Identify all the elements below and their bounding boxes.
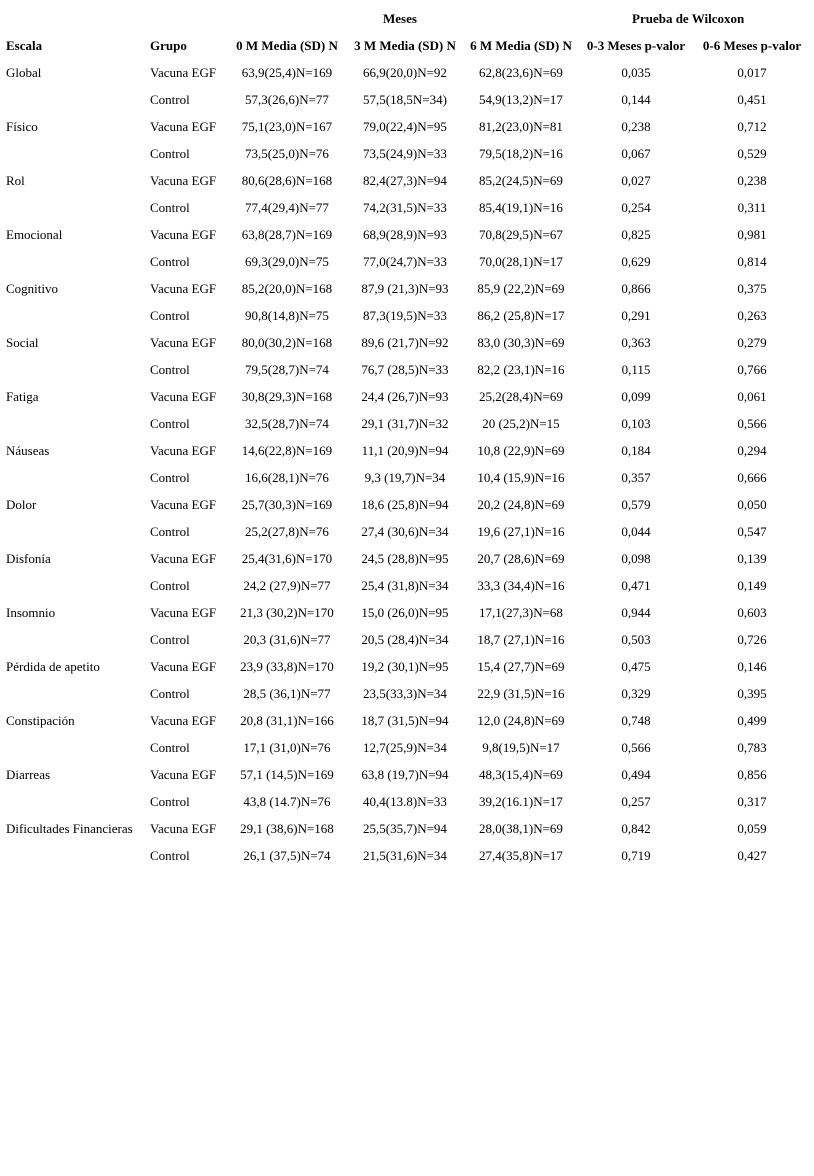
cell-6m: 25,2(28,4)N=69: [479, 389, 563, 404]
cell-3m: 25,5(35,7)N=94: [363, 821, 447, 836]
cell-p-0-3: 0,494: [621, 767, 651, 782]
table-row: [6, 59, 810, 86]
table-row: [6, 842, 810, 869]
cell-0m: 21,3 (30,2)N=170: [240, 605, 334, 620]
cell-3m: 40,4(13.8)N=33: [363, 794, 447, 809]
cell-p-0-3: 0,257: [621, 794, 651, 809]
table-row: [6, 329, 810, 356]
cell-grupo: Control: [150, 254, 190, 269]
col-header-grupo: Grupo: [150, 38, 187, 53]
cell-p-0-6: 0,017: [737, 65, 767, 80]
cell-p-0-3: 0,566: [621, 740, 651, 755]
col-header-3m: 3 M Media (SD) N: [354, 38, 456, 53]
cell-p-0-3: 0,748: [621, 713, 651, 728]
cell-6m: 9,8(19,5)N=17: [482, 740, 560, 755]
cell-p-0-6: 0,375: [737, 281, 767, 296]
cell-p-0-6: 0,566: [737, 416, 767, 431]
cell-3m: 27,4 (30,6)N=34: [361, 524, 449, 539]
table-row: [6, 194, 810, 221]
cell-grupo: Vacuna EGF: [150, 767, 217, 782]
cell-6m: 62,8(23,6)N=69: [479, 65, 563, 80]
table-row: [6, 491, 810, 518]
cell-grupo: Control: [150, 578, 190, 593]
cell-escala: [6, 680, 150, 707]
cell-p-0-6: 0,050: [737, 497, 767, 512]
cell-0m: 25,2(27,8)N=76: [245, 524, 329, 539]
cell-p-0-6: 0,783: [737, 740, 767, 755]
table-row: [6, 545, 810, 572]
cell-6m: 39,2(16.1)N=17: [479, 794, 563, 809]
cell-3m: 12,7(25,9)N=34: [363, 740, 447, 755]
cell-grupo: Control: [150, 740, 190, 755]
cell-escala: [6, 356, 150, 383]
cell-escala: [6, 302, 150, 329]
cell-p-0-6: 0,712: [737, 119, 767, 134]
cell-0m: 30,8(29,3)N=168: [241, 389, 333, 404]
cell-grupo: Vacuna EGF: [150, 389, 217, 404]
cell-escala: [6, 788, 150, 815]
cell-p-0-6: 0,059: [737, 821, 767, 836]
cell-escala: [6, 734, 150, 761]
cell-0m: 20,8 (31,1)N=166: [240, 713, 334, 728]
results-table: [6, 32, 810, 869]
cell-3m: 89,6 (21,7)N=92: [361, 335, 449, 350]
cell-0m: 26,1 (37,5)N=74: [243, 848, 331, 863]
cell-grupo: Vacuna EGF: [150, 281, 217, 296]
cell-3m: 18,7 (31,5)N=94: [361, 713, 449, 728]
col-header-p-0-6: 0-6 Meses p-valor: [702, 38, 802, 53]
table-row: [6, 626, 810, 653]
cell-p-0-3: 0,471: [621, 578, 651, 593]
cell-6m: 54,9(13,2)N=17: [479, 92, 563, 107]
cell-p-0-6: 0,856: [737, 767, 767, 782]
cell-3m: 18,6 (25,8)N=94: [361, 497, 449, 512]
cell-escala: [6, 464, 150, 491]
cell-3m: 24,4 (26,7)N=93: [361, 389, 449, 404]
cell-0m: 43,8 (14.7)N=76: [243, 794, 331, 809]
cell-0m: 75,1(23,0)N=167: [241, 119, 333, 134]
cell-escala: Global: [6, 65, 42, 80]
cell-0m: 24,2 (27,9)N=77: [243, 578, 331, 593]
table-row: [6, 275, 810, 302]
cell-p-0-3: 0,099: [621, 389, 651, 404]
cell-6m: 85,2(24,5)N=69: [479, 173, 563, 188]
cell-escala: [6, 86, 150, 113]
cell-p-0-3: 0,098: [621, 551, 651, 566]
cell-escala: Diarreas: [6, 767, 51, 782]
table-row: [6, 383, 810, 410]
cell-p-0-6: 0,427: [737, 848, 767, 863]
cell-6m: 20,2 (24,8)N=69: [477, 497, 565, 512]
table-row: [6, 761, 810, 788]
cell-grupo: Control: [150, 362, 190, 377]
cell-p-0-6: 0,547: [737, 524, 767, 539]
cell-3m: 11,1 (20,9)N=94: [361, 443, 449, 458]
table-body: [6, 59, 810, 869]
table-row: [6, 410, 810, 437]
cell-3m: 73,5(24,9)N=33: [363, 146, 447, 161]
cell-p-0-3: 0,866: [621, 281, 651, 296]
cell-3m: 87,9 (21,3)N=93: [361, 281, 449, 296]
cell-escala: Emocional: [6, 227, 63, 242]
cell-escala: Fatiga: [6, 389, 39, 404]
table-row: [6, 734, 810, 761]
cell-escala: Cognitivo: [6, 281, 59, 296]
cell-3m: 76,7 (28,5)N=33: [361, 362, 449, 377]
cell-p-0-3: 0,579: [621, 497, 651, 512]
cell-p-0-6: 0,529: [737, 146, 767, 161]
cell-p-0-3: 0,719: [621, 848, 651, 863]
cell-grupo: Control: [150, 632, 190, 647]
cell-3m: 77,0(24,7)N=33: [363, 254, 447, 269]
col-header-0m: 0 M Media (SD) N: [236, 38, 338, 53]
cell-escala: Físico: [6, 119, 38, 134]
cell-6m: 79,5(18,2)N=16: [479, 146, 563, 161]
cell-escala: Pérdida de apetito: [6, 659, 100, 674]
cell-p-0-6: 0,279: [737, 335, 767, 350]
cell-p-0-3: 0,291: [621, 308, 651, 323]
wilcoxon-group-header: Prueba de Wilcoxon: [632, 11, 745, 26]
cell-escala: [6, 410, 150, 437]
cell-p-0-3: 0,825: [621, 227, 651, 242]
cell-0m: 79,5(28,7)N=74: [245, 362, 329, 377]
cell-p-0-3: 0,842: [621, 821, 651, 836]
cell-p-0-3: 0,115: [621, 362, 651, 377]
cell-grupo: Control: [150, 416, 190, 431]
cell-escala: [6, 194, 150, 221]
cell-grupo: Vacuna EGF: [150, 335, 217, 350]
cell-0m: 77,4(29,4)N=77: [245, 200, 329, 215]
cell-0m: 90,8(14,8)N=75: [245, 308, 329, 323]
cell-6m: 10,4 (15,9)N=16: [477, 470, 565, 485]
table-row: [6, 113, 810, 140]
cell-p-0-6: 0,294: [737, 443, 767, 458]
table-row: [6, 248, 810, 275]
cell-3m: 63,8 (19,7)N=94: [361, 767, 449, 782]
cell-p-0-3: 0,363: [621, 335, 651, 350]
cell-escala: Constipación: [6, 713, 75, 728]
cell-0m: 29,1 (38,6)N=168: [240, 821, 334, 836]
cell-p-0-6: 0,395: [737, 686, 767, 701]
cell-escala: Náuseas: [6, 443, 50, 458]
cell-0m: 63,8(28,7)N=169: [241, 227, 333, 242]
cell-6m: 28,0(38,1)N=69: [479, 821, 563, 836]
cell-0m: 57,1 (14,5)N=169: [240, 767, 334, 782]
cell-0m: 63,9(25,4)N=169: [241, 65, 333, 80]
meses-group-header: Meses: [383, 11, 417, 26]
table-row: [6, 464, 810, 491]
table-row: [6, 653, 810, 680]
cell-grupo: Vacuna EGF: [150, 227, 217, 242]
cell-3m: 23,5(33,3)N=34: [363, 686, 447, 701]
cell-0m: 17,1 (31,0)N=76: [243, 740, 331, 755]
cell-p-0-3: 0,944: [621, 605, 651, 620]
cell-6m: 18,7 (27,1)N=16: [477, 632, 565, 647]
table-row: [6, 680, 810, 707]
cell-p-0-6: 0,726: [737, 632, 767, 647]
cell-3m: 87,3(19,5)N=33: [363, 308, 447, 323]
cell-p-0-3: 0,067: [621, 146, 651, 161]
cell-0m: 80,0(30,2)N=168: [241, 335, 333, 350]
col-header-6m: 6 M Media (SD) N: [470, 38, 572, 53]
cell-6m: 27,4(35,8)N=17: [479, 848, 563, 863]
cell-escala: Rol: [6, 173, 25, 188]
cell-3m: 20,5 (28,4)N=34: [361, 632, 449, 647]
cell-6m: 12,0 (24,8)N=69: [477, 713, 565, 728]
table-row: [6, 599, 810, 626]
cell-grupo: Control: [150, 794, 190, 809]
cell-p-0-6: 0,139: [737, 551, 767, 566]
cell-p-0-6: 0,766: [737, 362, 767, 377]
table-row: [6, 572, 810, 599]
cell-p-0-3: 0,475: [621, 659, 651, 674]
cell-3m: 79,0(22,4)N=95: [363, 119, 447, 134]
cell-escala: Disfonía: [6, 551, 51, 566]
cell-6m: 17,1(27,3)N=68: [479, 605, 563, 620]
table-row: [6, 815, 810, 842]
cell-p-0-3: 0,357: [621, 470, 651, 485]
cell-escala: Dolor: [6, 497, 37, 512]
cell-grupo: Control: [150, 470, 190, 485]
cell-6m: 22,9 (31,5)N=16: [477, 686, 565, 701]
cell-p-0-6: 0,666: [737, 470, 767, 485]
cell-0m: 25,4(31,6)N=170: [241, 551, 333, 566]
cell-grupo: Control: [150, 146, 190, 161]
cell-6m: 70,8(29,5)N=67: [479, 227, 563, 242]
cell-p-0-3: 0,503: [621, 632, 651, 647]
cell-0m: 32,5(28,7)N=74: [245, 416, 329, 431]
cell-escala: [6, 518, 150, 545]
cell-escala: Dificultades Financieras: [6, 821, 133, 836]
cell-0m: 73,5(25,0)N=76: [245, 146, 329, 161]
cell-3m: 57,5(18,5N=34): [363, 92, 447, 107]
cell-p-0-6: 0,146: [737, 659, 767, 674]
table-header: [6, 32, 810, 59]
table-row: [6, 788, 810, 815]
cell-grupo: Control: [150, 686, 190, 701]
cell-grupo: Control: [150, 200, 190, 215]
cell-0m: 23,9 (33,8)N=170: [240, 659, 334, 674]
cell-6m: 10,8 (22,9)N=69: [477, 443, 565, 458]
table-row: [6, 302, 810, 329]
cell-p-0-6: 0,451: [737, 92, 767, 107]
cell-grupo: Vacuna EGF: [150, 821, 217, 836]
cell-p-0-3: 0,184: [621, 443, 651, 458]
cell-p-0-6: 0,981: [737, 227, 767, 242]
cell-escala: [6, 626, 150, 653]
cell-0m: 25,7(30,3)N=169: [241, 497, 333, 512]
cell-6m: 15,4 (27,7)N=69: [477, 659, 565, 674]
cell-escala: Insomnio: [6, 605, 56, 620]
cell-p-0-3: 0,144: [621, 92, 651, 107]
cell-6m: 20 (25,2)N=15: [482, 416, 560, 431]
cell-p-0-6: 0,238: [737, 173, 767, 188]
cell-p-0-6: 0,317: [737, 794, 767, 809]
cell-grupo: Control: [150, 848, 190, 863]
cell-3m: 21,5(31,6)N=34: [363, 848, 447, 863]
cell-escala: [6, 572, 150, 599]
cell-grupo: Vacuna EGF: [150, 605, 217, 620]
cell-p-0-3: 0,103: [621, 416, 651, 431]
cell-grupo: Vacuna EGF: [150, 443, 217, 458]
cell-3m: 15,0 (26,0)N=95: [361, 605, 449, 620]
cell-grupo: Vacuna EGF: [150, 713, 217, 728]
cell-p-0-3: 0,035: [621, 65, 651, 80]
cell-escala: [6, 842, 150, 869]
cell-6m: 33,3 (34,4)N=16: [477, 578, 565, 593]
cell-6m: 48,3(15,4)N=69: [479, 767, 563, 782]
table-row: [6, 437, 810, 464]
cell-escala: Social: [6, 335, 39, 350]
cell-p-0-6: 0,814: [737, 254, 767, 269]
cell-0m: 85,2(20,0)N=168: [241, 281, 333, 296]
cell-3m: 19,2 (30,1)N=95: [361, 659, 449, 674]
cell-3m: 68,9(28,9)N=93: [363, 227, 447, 242]
cell-3m: 66,9(20,0)N=92: [363, 65, 447, 80]
cell-6m: 85,4(19,1)N=16: [479, 200, 563, 215]
cell-p-0-3: 0,254: [621, 200, 651, 215]
cell-p-0-3: 0,044: [621, 524, 651, 539]
table-row: [6, 221, 810, 248]
cell-6m: 82,2 (23,1)N=16: [477, 362, 565, 377]
cell-6m: 81,2(23,0)N=81: [479, 119, 563, 134]
cell-escala: [6, 140, 150, 167]
cell-p-0-3: 0,238: [621, 119, 651, 134]
cell-escala: [6, 248, 150, 275]
cell-0m: 16,6(28,1)N=76: [245, 470, 329, 485]
cell-3m: 9,3 (19,7)N=34: [364, 470, 446, 485]
cell-p-0-3: 0,629: [621, 254, 651, 269]
cell-grupo: Control: [150, 524, 190, 539]
cell-0m: 80,6(28,6)N=168: [241, 173, 333, 188]
cell-3m: 29,1 (31,7)N=32: [361, 416, 449, 431]
cell-p-0-6: 0,149: [737, 578, 767, 593]
cell-p-0-6: 0,311: [737, 200, 767, 215]
cell-0m: 14,6(22,8)N=169: [241, 443, 333, 458]
cell-3m: 82,4(27,3)N=94: [363, 173, 447, 188]
cell-grupo: Vacuna EGF: [150, 659, 217, 674]
cell-6m: 19,6 (27,1)N=16: [477, 524, 565, 539]
cell-grupo: Vacuna EGF: [150, 497, 217, 512]
cell-p-0-6: 0,499: [737, 713, 767, 728]
table-row: [6, 356, 810, 383]
cell-6m: 20,7 (28,6)N=69: [477, 551, 565, 566]
col-header-escala: Escala: [6, 38, 43, 53]
table-row: [6, 86, 810, 113]
table-row: [6, 167, 810, 194]
table-row: [6, 518, 810, 545]
cell-6m: 70,0(28,1)N=17: [479, 254, 563, 269]
cell-3m: 24,5 (28,8)N=95: [361, 551, 449, 566]
cell-6m: 85,9 (22,2)N=69: [477, 281, 565, 296]
cell-0m: 69,3(29,0)N=75: [245, 254, 329, 269]
table-row: [6, 140, 810, 167]
cell-grupo: Control: [150, 92, 190, 107]
cell-0m: 20,3 (31,6)N=77: [243, 632, 331, 647]
col-header-p-0-3: 0-3 Meses p-valor: [586, 38, 686, 53]
header-row: [6, 32, 810, 59]
cell-p-0-6: 0,603: [737, 605, 767, 620]
cell-p-0-3: 0,329: [621, 686, 651, 701]
cell-grupo: Vacuna EGF: [150, 551, 217, 566]
cell-grupo: Vacuna EGF: [150, 173, 217, 188]
cell-3m: 25,4 (31,8)N=34: [361, 578, 449, 593]
cell-0m: 57,3(26,6)N=77: [245, 92, 329, 107]
cell-grupo: Vacuna EGF: [150, 65, 217, 80]
cell-6m: 86,2 (25,8)N=17: [477, 308, 565, 323]
cell-p-0-6: 0,263: [737, 308, 767, 323]
cell-grupo: Vacuna EGF: [150, 119, 217, 134]
cell-6m: 83,0 (30,3)N=69: [477, 335, 565, 350]
cell-p-0-3: 0,027: [621, 173, 651, 188]
cell-p-0-6: 0,061: [737, 389, 767, 404]
table-row: [6, 707, 810, 734]
cell-grupo: Control: [150, 308, 190, 323]
cell-0m: 28,5 (36,1)N=77: [243, 686, 331, 701]
cell-3m: 74,2(31,5)N=33: [363, 200, 447, 215]
